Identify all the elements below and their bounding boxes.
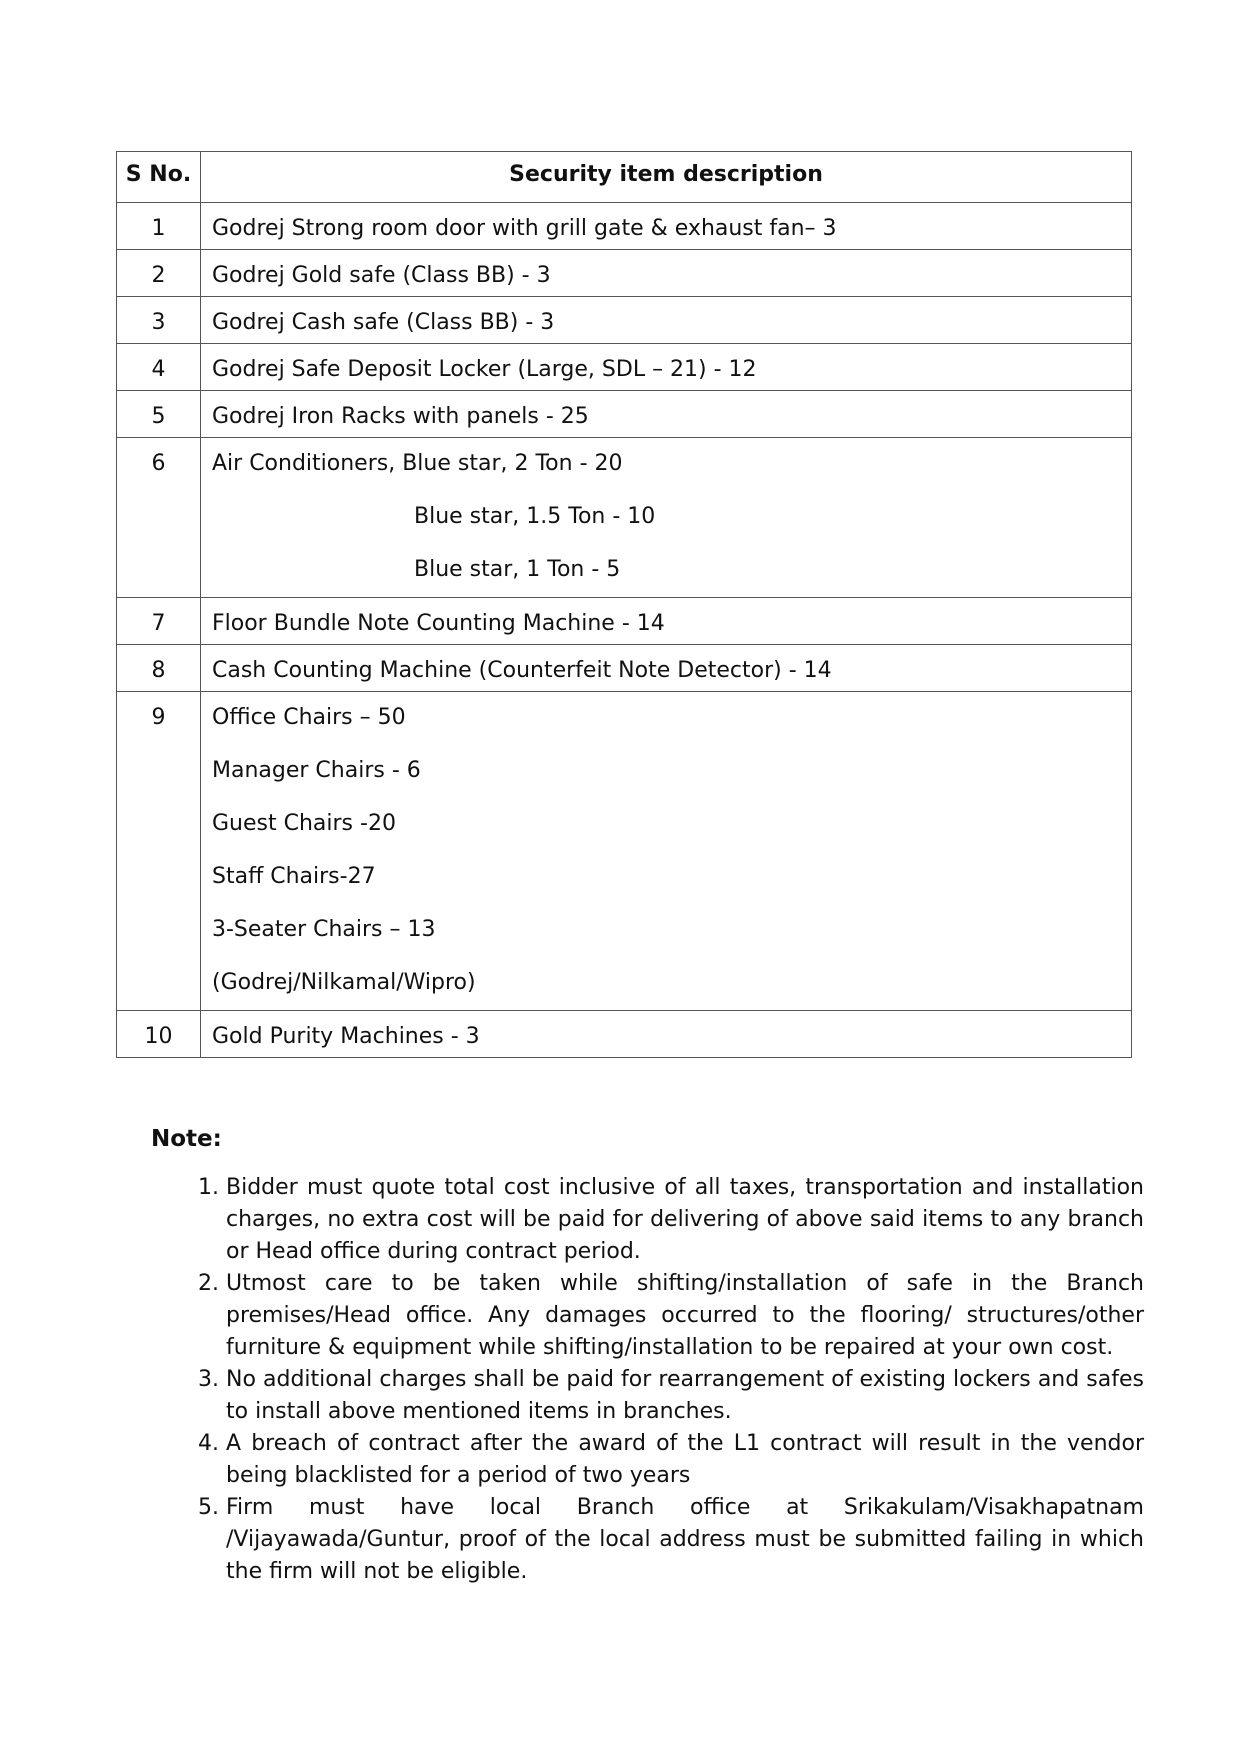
table-row — [117, 391, 1132, 438]
table-row — [117, 645, 1132, 692]
row-sno: 9 — [117, 692, 201, 1011]
row-description — [201, 598, 1132, 645]
description-line: Manager Chairs - 6 — [212, 758, 421, 783]
row-description — [201, 250, 1132, 297]
row-description — [201, 203, 1132, 250]
table-row — [117, 203, 1132, 250]
description-line: Guest Chairs -20 — [212, 811, 396, 836]
description-line: Blue star, 1 Ton - 5 — [414, 557, 621, 582]
description-line: Cash Counting Machine (Counterfeit Note Detector) - 14 — [212, 658, 832, 683]
row-description — [201, 344, 1132, 391]
row-description — [201, 692, 1132, 1011]
description-line: Staff Chairs-27 — [212, 864, 376, 889]
header-description: Security item description — [201, 152, 1132, 203]
description-line: Floor Bundle Note Counting Machine - 14 — [212, 611, 665, 636]
description-line: Godrej Iron Racks with panels - 25 — [212, 404, 589, 429]
description-line: Blue star, 1.5 Ton - 10 — [414, 504, 656, 529]
note-item: 2. Utmost care to be taken while shifting/installation of safe in the Branch premises/Head office. Any damages occurred to the flooring/ structures/other furniture & equipment while shifting/installation to be repaired at your own cost. — [226, 1268, 1144, 1364]
table-row — [117, 1011, 1132, 1058]
table-body — [117, 203, 1132, 1058]
note-item: 4. A breach of contract after the award of the L1 contract will result in the vendor being blacklisted for a period of two years — [226, 1428, 1144, 1492]
note-item: 1. Bidder must quote total cost inclusive of all taxes, transportation and installation charges, no extra cost will be paid for delivering of above said items to any branch or Head office during contract period. — [226, 1172, 1144, 1268]
note-item: 5. Firm must have local Branch office at Srikakulam/Visakhapatnam /Vijayawada/Guntur, proof of the local address must be submitted failing in which the firm will not be eligible. — [226, 1492, 1144, 1588]
row-sno: 6 — [117, 438, 201, 598]
row-description — [201, 391, 1132, 438]
table-row — [117, 692, 1132, 1011]
description-line: Gold Purity Machines - 3 — [212, 1024, 480, 1049]
note-item: 3. No additional charges shall be paid for rearrangement of existing lockers and safes to install above mentioned items in branches. — [226, 1364, 1144, 1428]
row-sno: 7 — [117, 598, 201, 645]
notes-list — [180, 1172, 1144, 1588]
description-line: Godrej Gold safe (Class BB) - 3 — [212, 263, 551, 288]
table-row — [117, 344, 1132, 391]
row-description — [201, 438, 1132, 598]
row-sno: 2 — [117, 250, 201, 297]
table-row — [117, 297, 1132, 344]
security-items-table — [116, 151, 1132, 1058]
row-sno: 8 — [117, 645, 201, 692]
row-description — [201, 645, 1132, 692]
row-sno: 10 — [117, 1011, 201, 1058]
description-line: Air Conditioners, Blue star, 2 Ton - 20 — [212, 451, 623, 476]
header-sno: S No. — [117, 152, 201, 203]
row-sno: 1 — [117, 203, 201, 250]
note-heading: Note: — [151, 1126, 222, 1152]
table-row — [117, 250, 1132, 297]
description-line: 3-Seater Chairs – 13 — [212, 917, 436, 942]
row-sno: 3 — [117, 297, 201, 344]
table-row — [117, 598, 1132, 645]
table-row — [117, 438, 1132, 598]
row-sno: 4 — [117, 344, 201, 391]
description-line: Godrej Strong room door with grill gate & exhaust fan– 3 — [212, 216, 837, 241]
description-line: Godrej Safe Deposit Locker (Large, SDL – 21) - 12 — [212, 357, 757, 382]
row-sno: 5 — [117, 391, 201, 438]
row-description — [201, 297, 1132, 344]
description-line: Office Chairs – 50 — [212, 705, 406, 730]
description-line: Godrej Cash safe (Class BB) - 3 — [212, 310, 555, 335]
row-description — [201, 1011, 1132, 1058]
table-header-row — [117, 152, 1132, 203]
description-line: (Godrej/Nilkamal/Wipro) — [212, 970, 476, 995]
